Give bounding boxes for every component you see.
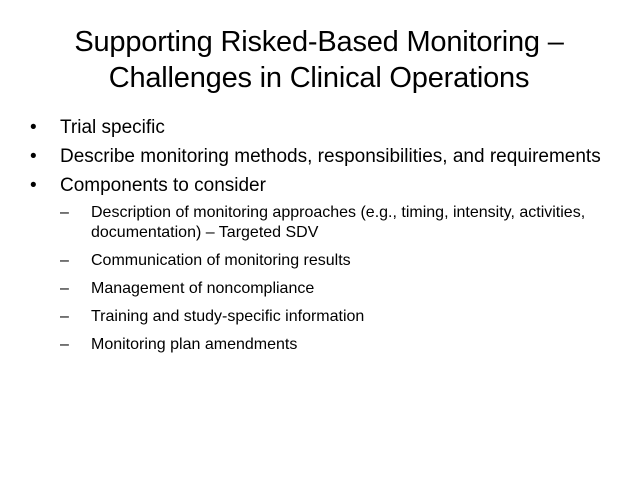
dash-icon: – <box>60 252 69 269</box>
bullet-item-text: Trial specific <box>60 117 165 138</box>
bullet-item <box>30 116 610 139</box>
sub-bullet-item <box>60 335 610 355</box>
bullet-item <box>30 174 610 197</box>
sub-bullet-item <box>60 279 610 299</box>
dash-icon: – <box>60 336 69 353</box>
slide-body <box>30 116 610 363</box>
bullet-icon: • <box>30 117 37 138</box>
sub-bullet-item <box>60 251 610 271</box>
dash-icon: – <box>60 308 69 325</box>
dash-icon: – <box>60 280 69 297</box>
slide-title <box>20 24 618 96</box>
bullet-icon: • <box>30 175 37 196</box>
sub-bullet-item-text: Communication of monitoring results <box>91 252 351 269</box>
slide-title-line-2: Challenges in Clinical Operations <box>108 62 530 94</box>
bullet-item-text: Describe monitoring methods, responsibilities, and requirements <box>60 146 601 167</box>
sub-bullet-item-text: Description of monitoring approaches (e.g., timing, intensity, activities, documentation) – Targeted SDV <box>91 204 586 241</box>
sub-bullet-item-text: Monitoring plan amendments <box>91 336 298 353</box>
sub-bullet-item-text: Training and study-specific information <box>91 308 365 325</box>
slide-title-line-1: Supporting Risked-Based Monitoring – <box>74 26 564 58</box>
bullet-item <box>30 145 610 168</box>
sub-bullet-item-text: Management of noncompliance <box>91 280 315 297</box>
bullet-item-text: Components to consider <box>60 175 266 196</box>
bullet-icon: • <box>30 146 37 167</box>
dash-icon: – <box>60 204 69 221</box>
sub-bullet-item <box>60 203 610 243</box>
sub-bullet-item <box>60 307 610 327</box>
sub-bullet-list <box>60 203 610 355</box>
